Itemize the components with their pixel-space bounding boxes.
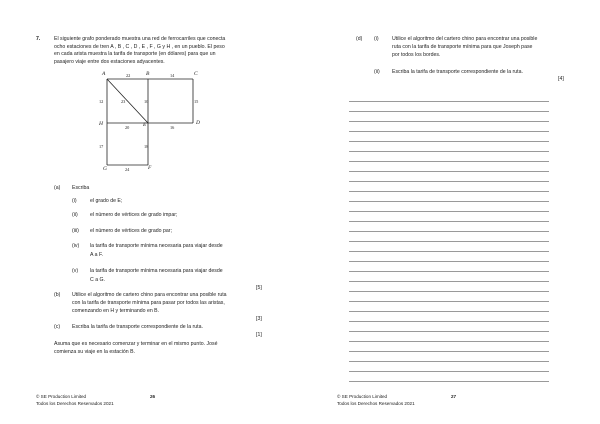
answer-line[interactable] (349, 171, 549, 172)
part-d-i-line-3: por todos los bordes. (392, 52, 441, 58)
weight-e-f: 18 (144, 144, 149, 149)
right-footer-rights: Todos los Derechos Reservados 2021 (337, 401, 415, 406)
part-c-label: (c) (54, 324, 61, 330)
vertex-f-label: F (148, 165, 152, 171)
part-d-marks: [4] (558, 76, 564, 82)
answer-line[interactable] (349, 301, 549, 302)
answer-line[interactable] (349, 341, 549, 342)
part-a-i-num: (i) (72, 198, 77, 204)
answer-line[interactable] (349, 151, 549, 152)
vertex-d-label: D (196, 120, 200, 126)
answer-line[interactable] (349, 211, 549, 212)
intro-line-4: pasajero viaje entre dos estaciones adyacentes. (54, 58, 165, 65)
answer-line[interactable] (349, 221, 549, 222)
vertex-h-label: H (99, 121, 103, 127)
weight-b-e: 10 (144, 99, 149, 104)
part-a-v-line-1: la tarifa de transporte mínima necesaria para viajar desde (90, 268, 223, 274)
part-c-marks: [1] (256, 332, 262, 338)
answer-line[interactable] (349, 161, 549, 162)
part-b-label: (b) (54, 292, 61, 298)
answer-line[interactable] (349, 271, 549, 272)
part-d-ii-text: Escriba la tarifa de transporte correspondiente de la ruta. (392, 69, 523, 75)
answer-line[interactable] (349, 231, 549, 232)
weight-b-c: 14 (170, 73, 175, 78)
weight-h-e: 20 (125, 125, 130, 130)
part-a-iii-num: (iii) (72, 228, 79, 234)
vertex-e-label: E (143, 122, 147, 128)
part-d-ii-num: (ii) (374, 69, 380, 75)
answer-line[interactable] (349, 201, 549, 202)
left-page-number: 26 (150, 394, 156, 399)
intro-line-1: El siguiente grafo ponderado muestra una red de ferrocarriles que conecta (54, 36, 226, 42)
part-b-line-1: Utilice el algoritmo de cartero chino para encontrar una posible ruta (72, 292, 227, 298)
part-a-v-line-2: C a G. (90, 277, 105, 283)
part-a-iv-line-2: A a F. (90, 252, 103, 258)
left-footer-copyright: © SE Production Limited (36, 394, 87, 399)
answer-line[interactable] (349, 311, 549, 312)
note-line-1: Asuma que es necesario comenzar y terminar en el mismo punto. José (54, 341, 218, 347)
part-a-i-line: el grado de E; (90, 198, 123, 204)
part-a-iv-line-1: la tarifa de transporte mínima necesaria para viajar desde (90, 243, 223, 249)
part-a-label: (a) (54, 185, 61, 191)
right-page-number: 27 (451, 394, 457, 399)
answer-line[interactable] (349, 111, 549, 112)
weight-a-e: 23 (121, 99, 126, 104)
part-a-iv-num: (iv) (72, 243, 80, 249)
answer-line[interactable] (349, 291, 549, 292)
part-a-v-num: (v) (72, 268, 79, 274)
weight-a-b: 22 (126, 73, 131, 78)
answer-line[interactable] (349, 101, 549, 102)
intro-line-2: ocho estaciones de tren A , B , C , D , E , F , G y H , en un pueblo. El peso (54, 43, 225, 50)
question-number: 7. (36, 36, 41, 42)
part-a-iii-line: el número de vértices de grado par; (90, 228, 172, 234)
part-b-marks: [3] (256, 316, 262, 322)
vertex-g-label: G (103, 166, 107, 172)
part-d-label: (d) (356, 36, 363, 42)
part-a-ii-num: (ii) (72, 212, 78, 218)
vertex-c-label: C (194, 71, 198, 77)
answer-line[interactable] (349, 321, 549, 322)
answer-line[interactable] (349, 381, 549, 382)
answer-line[interactable] (349, 261, 549, 262)
part-d-i-line-2: ruta con la tarifa de transporte mínima para que Joseph pase (392, 44, 533, 50)
part-a-marks: [5] (256, 285, 262, 291)
answer-line[interactable] (349, 361, 549, 362)
answer-line[interactable] (349, 141, 549, 142)
answer-line[interactable] (349, 241, 549, 242)
part-a-ii-line: el número de vértices de grado impar; (90, 212, 178, 218)
answer-line[interactable] (349, 281, 549, 282)
part-d-i-line-1: Utilice el algoritmo del cartero chino para encontrar una posible (392, 36, 538, 42)
left-footer-rights: Todos los Derechos Reservados 2021 (36, 401, 114, 406)
answer-line[interactable] (349, 351, 549, 352)
part-d-i-num: (i) (374, 36, 379, 42)
weight-e-d: 16 (170, 125, 175, 130)
answer-line[interactable] (349, 191, 549, 192)
answer-line[interactable] (349, 331, 549, 332)
note-line-2: comienza su viaje en la estación B. (54, 349, 136, 355)
answer-line[interactable] (349, 131, 549, 132)
weight-h-g: 17 (99, 144, 104, 149)
answer-line[interactable] (349, 251, 549, 252)
answer-line[interactable] (349, 121, 549, 122)
part-b-line-3: comenzando en H y terminando en B. (72, 308, 160, 314)
intro-line-3: en cada arista muestra la tarifa de transporte (en dólares) para que un (54, 51, 216, 57)
edge-a-e (107, 79, 148, 123)
weight-a-h: 12 (99, 99, 104, 104)
weight-c-d: 15 (194, 99, 199, 104)
right-footer-copyright: © SE Production Limited (337, 394, 388, 399)
vertex-a-label: A (102, 71, 106, 77)
answer-line[interactable] (349, 181, 549, 182)
vertex-b-label: B (146, 71, 150, 77)
part-c-text: Escriba la tarifa de transporte correspondiente de la ruta. (72, 324, 203, 330)
part-a-text: Escriba (72, 185, 90, 191)
answer-line[interactable] (349, 371, 549, 372)
part-b-line-2: con la tarifa de transporte mínima para pasar por todos las aristas, (72, 300, 225, 306)
weight-g-f: 24 (125, 167, 130, 172)
